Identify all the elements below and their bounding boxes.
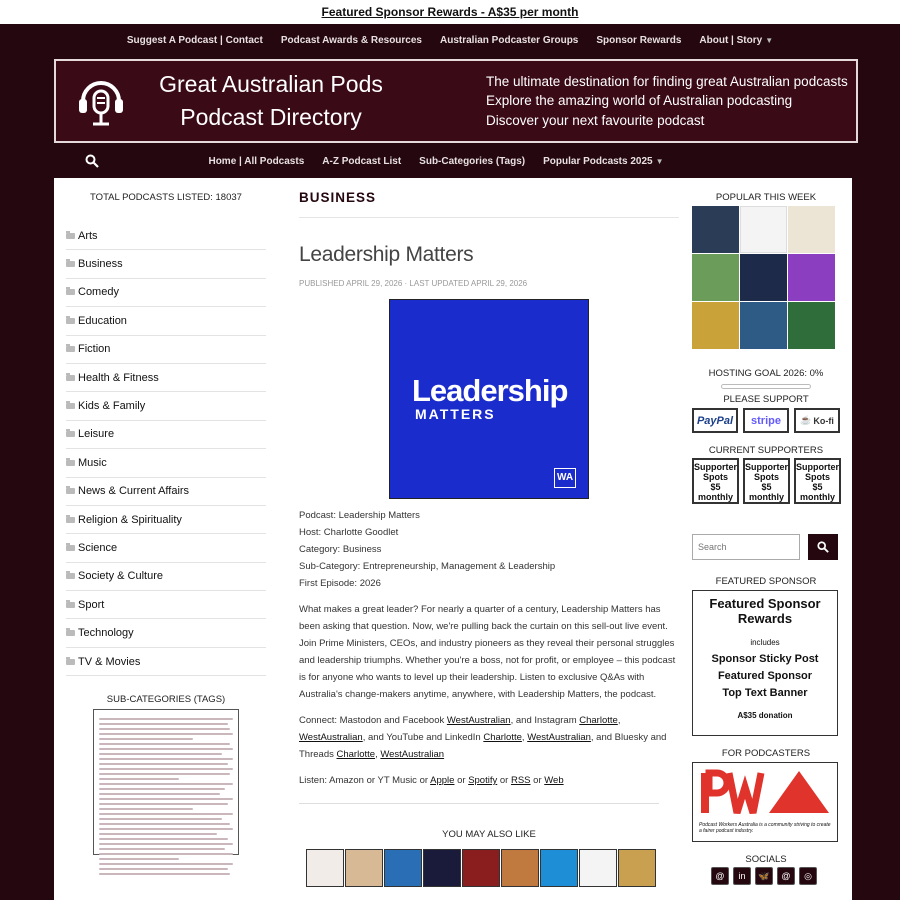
category-list xyxy=(66,222,266,676)
connect-text: , xyxy=(617,715,621,726)
socials-heading: SOCIALS xyxy=(745,854,787,865)
linkedin-icon[interactable]: in xyxy=(733,867,751,885)
category-label: Health & Fitness xyxy=(78,371,159,384)
subcategory-tag-line xyxy=(99,788,225,790)
spot-text: Supporter xyxy=(796,462,840,472)
stripe-button[interactable]: stripe xyxy=(743,408,789,433)
site-title-line2: Podcast Directory xyxy=(180,104,362,130)
spot-text: Supporter xyxy=(694,462,738,472)
chevron-down-icon: ▼ xyxy=(765,35,774,45)
popular-thumb[interactable] xyxy=(740,254,787,301)
kofi-label: Ko-fi xyxy=(813,415,834,426)
listen-links xyxy=(299,772,679,789)
related-podcast-thumb[interactable] xyxy=(579,849,617,887)
spot-text: Spots xyxy=(753,472,779,482)
category-label: Music xyxy=(78,456,107,469)
subcategory-tag-line xyxy=(99,828,233,830)
nav-sponsor-rewards[interactable]: Sponsor Rewards xyxy=(596,34,682,46)
subcategory-tag-line xyxy=(99,843,233,845)
main-content xyxy=(54,178,852,900)
related-podcast-thumb[interactable] xyxy=(501,849,539,887)
subcategory-tag-line xyxy=(99,728,230,730)
featured-sponsor-heading: FEATURED SPONSOR xyxy=(715,576,817,587)
tagline-1: The ultimate destination for finding great Australian podcasts xyxy=(486,73,848,89)
connect-text: , xyxy=(375,749,381,760)
related-podcasts xyxy=(306,849,679,887)
spot-text: $5 xyxy=(710,482,721,492)
spot-text: $5 xyxy=(812,482,823,492)
sidebar-category-technology[interactable] xyxy=(66,619,266,647)
subcategory-tag-line xyxy=(99,753,222,755)
linkedin-link-charlotte[interactable]: Charlotte xyxy=(483,732,522,743)
category-label: Comedy xyxy=(78,286,119,299)
subcategory-tag-line xyxy=(99,833,217,835)
listen-text: Listen: Amazon or YT Music or xyxy=(299,775,431,786)
threads-link-westaustralian[interactable]: WestAustralian xyxy=(380,749,445,760)
listen-text: or xyxy=(497,775,511,786)
subcategory-tag-line xyxy=(99,853,233,855)
popular-thumb[interactable] xyxy=(788,254,835,301)
for-podcasters-heading: FOR PODCASTERS xyxy=(721,748,811,759)
info-host: Host: Charlotte Goodlet xyxy=(299,527,399,538)
category-label: Arts xyxy=(78,229,98,242)
folder-icon xyxy=(66,517,75,523)
category-label: News & Current Affairs xyxy=(78,485,190,498)
folder-icon xyxy=(66,403,75,409)
chevron-down-icon: ▼ xyxy=(655,156,664,166)
subcategory-tag-line xyxy=(99,808,193,810)
popular-thumb[interactable] xyxy=(740,302,787,349)
sidebar-category-fiction[interactable] xyxy=(66,336,266,364)
category-label: Religion & Spirituality xyxy=(78,513,182,526)
post-meta: PUBLISHED APRIL 29, 2026 · LAST UPDATED APRIL 29, 2026 xyxy=(299,279,528,288)
subcategory-tag-line xyxy=(99,813,233,815)
related-podcast-thumb[interactable] xyxy=(618,849,656,887)
promo-link[interactable]: Featured Sponsor Rewards - A$35 per month xyxy=(321,5,579,19)
main-nav xyxy=(54,144,852,178)
paypal-button[interactable]: PayPal xyxy=(692,408,738,433)
subcategory-tag-line xyxy=(99,743,230,745)
subcategory-tag-line xyxy=(99,873,230,875)
category-label: TV & Movies xyxy=(78,655,141,668)
connect-text: , and Bluesky and Threads xyxy=(299,732,667,760)
threads-link-charlotte[interactable]: Charlotte xyxy=(336,749,376,760)
spot-text: $5 xyxy=(761,482,772,492)
sidebar-category-arts[interactable] xyxy=(66,222,266,250)
subcategory-tag-line xyxy=(99,798,233,800)
popular-thumb[interactable] xyxy=(692,206,739,253)
popular-grid xyxy=(692,206,837,349)
you-may-also-like-heading: YOU MAY ALSO LIKE xyxy=(442,829,536,840)
related-podcast-thumb[interactable] xyxy=(384,849,422,887)
sidebar-category-science[interactable] xyxy=(66,534,266,562)
fs-item: Top Text Banner xyxy=(722,687,808,699)
site-banner[interactable] xyxy=(54,59,858,143)
divider xyxy=(299,803,659,804)
popular-thumb[interactable] xyxy=(692,254,739,301)
left-sidebar xyxy=(66,178,266,855)
sidebar-category-sport[interactable] xyxy=(66,591,266,619)
fs-title: Featured Sponsor Rewards xyxy=(709,596,821,626)
hosting-goal: HOSTING GOAL 2026: 0% xyxy=(708,368,824,379)
nav-about-story[interactable] xyxy=(690,35,782,46)
category-label: Technology xyxy=(78,627,134,640)
subcategory-tag-line xyxy=(99,823,230,825)
post-content xyxy=(299,178,679,887)
category-label: Leisure xyxy=(78,428,115,441)
nav-suggest-contact[interactable]: Suggest A Podcast | Contact xyxy=(126,34,263,46)
related-podcast-thumb[interactable] xyxy=(345,849,383,887)
sidebar-category-health-fitness[interactable] xyxy=(66,364,266,392)
subcategory-tag-line xyxy=(99,723,228,725)
related-podcast-thumb[interactable] xyxy=(540,849,578,887)
listen-text: or xyxy=(530,775,545,786)
fs-price: A$35 donation xyxy=(737,711,793,720)
folder-icon xyxy=(66,375,75,381)
subcategory-tag-line xyxy=(99,858,179,860)
apple-link[interactable]: Apple xyxy=(430,775,455,786)
folder-icon xyxy=(66,488,75,494)
subcategory-tag-line xyxy=(99,848,225,850)
folder-icon xyxy=(66,233,75,239)
sidebar-category-news-current-affairs[interactable] xyxy=(66,478,266,506)
sidebar-search xyxy=(692,534,840,560)
subcategory-tag-line xyxy=(99,758,233,760)
info-subcategory: Sub-Category: Entrepreneurship, Management & Leadership xyxy=(299,561,556,572)
connect-text: , and YouTube and LinkedIn xyxy=(362,732,484,743)
category-label: Business xyxy=(78,258,123,271)
fs-item: Sponsor Sticky Post xyxy=(711,653,819,665)
subcategory-tag-line xyxy=(99,763,228,765)
fs-includes: includes xyxy=(750,638,780,647)
kofi-button[interactable] xyxy=(794,408,840,433)
folder-icon xyxy=(66,460,75,466)
sidebar-category-education[interactable] xyxy=(66,307,266,335)
subcategory-tag-line xyxy=(99,748,233,750)
category-label: Education xyxy=(78,314,127,327)
subcategory-tag-line xyxy=(99,778,179,780)
category-label: Sport xyxy=(78,598,105,611)
sidebar-category-music[interactable] xyxy=(66,449,266,477)
featured-sponsor-box[interactable] xyxy=(692,590,838,736)
connect-text: Connect: Mastodon and Facebook xyxy=(299,715,447,726)
folder-icon xyxy=(66,573,75,579)
web-link[interactable]: Web xyxy=(544,775,564,786)
nav-subcategories[interactable]: Sub-Categories (Tags) xyxy=(419,155,526,167)
supporter-spot[interactable] xyxy=(692,458,739,504)
instagram-link-charlotte[interactable]: Charlotte xyxy=(579,715,618,726)
top-nav xyxy=(0,24,900,56)
subcategories-heading: SUB-CATEGORIES (TAGS) xyxy=(106,694,226,706)
cover-title: Leadership xyxy=(412,373,568,408)
site-title-line1: Great Australian Pods xyxy=(159,71,383,97)
podcast-workers-australia-banner[interactable] xyxy=(692,762,838,842)
folder-icon xyxy=(66,602,75,608)
subcategory-tag-line xyxy=(99,838,228,840)
podcast-description: What makes a great leader? For nearly a quarter of a century, Leadership Matters has been asking that question. Now, we're pulling back the curtain on this sell-out live event. Join Prime Ministers, CEOs, and industry pioneers as they reveal their personal struggles and leadership triumphs. Whether you're a boss, not for profit, or employee – this podcast is for anyone who wants to level up their leadership. Listen to exclusive Q&As with Australia's change-makers anytime, anywhere, with Leadership Matters, the podcast. xyxy=(299,604,676,700)
folder-icon xyxy=(66,346,75,352)
spot-text: monthly xyxy=(800,492,835,502)
pwa-tagline: Podcast Workers Australia is a community striving to create a fairer podcast industry. xyxy=(699,822,831,834)
rss-link[interactable]: RSS xyxy=(510,775,531,786)
connect-text: , and Instagram xyxy=(510,715,580,726)
related-podcast-thumb[interactable] xyxy=(306,849,344,887)
tagline-2: Explore the amazing world of Australian podcasting xyxy=(486,93,793,109)
nav-awards-resources[interactable]: Podcast Awards & Resources xyxy=(280,34,422,46)
spot-text: monthly xyxy=(749,492,784,502)
subcategory-tag-line xyxy=(99,768,233,770)
folder-icon xyxy=(66,261,75,267)
listen-text: or xyxy=(454,775,469,786)
sidebar-category-religion-spirituality[interactable] xyxy=(66,506,266,534)
search-input[interactable] xyxy=(692,534,800,560)
pwa-logo-icon xyxy=(699,769,833,817)
category-label: Science xyxy=(78,541,118,554)
total-podcasts: TOTAL PODCASTS LISTED: 18037 xyxy=(90,192,242,203)
popular-thumb[interactable] xyxy=(788,206,835,253)
info-podcast: Podcast: Leadership Matters xyxy=(299,510,420,521)
hosting-progress-bar xyxy=(721,384,811,389)
social-icons xyxy=(711,867,840,885)
subcategories-tag-cloud[interactable] xyxy=(93,709,239,855)
spotify-link[interactable]: Spotify xyxy=(468,775,498,786)
cover-subtitle: MATTERS xyxy=(415,406,496,422)
sidebar-category-tv-movies[interactable] xyxy=(66,648,266,676)
connect-links xyxy=(299,712,679,763)
info-category: Category: Business xyxy=(299,544,382,555)
youtube-link-westaustralian[interactable]: WestAustralian xyxy=(527,732,591,743)
sidebar-category-leisure[interactable] xyxy=(66,421,266,449)
tagline-3: Discover your next favourite podcast xyxy=(486,112,705,128)
threads-icon[interactable]: @ xyxy=(777,867,795,885)
please-support-heading: PLEASE SUPPORT xyxy=(723,394,809,405)
support-buttons xyxy=(692,408,840,433)
subcategory-tag-line xyxy=(99,738,193,740)
category-label: Kids & Family xyxy=(78,400,146,413)
folder-icon xyxy=(66,545,75,551)
spot-text: Spots xyxy=(804,472,830,482)
current-supporters-heading: CURRENT SUPPORTERS xyxy=(708,445,824,456)
nav-home[interactable]: Home | All Podcasts xyxy=(208,155,305,167)
supporter-spots xyxy=(692,458,840,504)
podcast-info xyxy=(299,507,679,592)
subcategory-tag-line xyxy=(99,818,222,820)
nav-popular-2025[interactable] xyxy=(534,156,672,167)
sidebar-category-comedy[interactable] xyxy=(66,279,266,307)
subcategory-tag-line xyxy=(99,773,230,775)
folder-icon xyxy=(66,630,75,636)
kofi-cup-icon: ☕ xyxy=(800,415,812,425)
site-title xyxy=(126,68,416,134)
instagram-link-westaustralian[interactable]: WestAustralian xyxy=(299,732,363,743)
search-icon[interactable] xyxy=(54,154,130,168)
subcategory-tag-line xyxy=(99,793,220,795)
mastodon-icon[interactable]: @ xyxy=(711,867,729,885)
bluesky-icon[interactable]: 🦋 xyxy=(755,867,773,885)
folder-icon xyxy=(66,431,75,437)
post-title: Leadership Matters xyxy=(299,243,474,266)
folder-icon xyxy=(66,318,75,324)
subcategory-tag-line xyxy=(99,803,228,805)
related-podcast-thumb[interactable] xyxy=(462,849,500,887)
promo-bar xyxy=(0,0,900,24)
info-first-episode: First Episode: 2026 xyxy=(299,578,381,589)
fs-item: Featured Sponsor xyxy=(717,670,813,682)
subcategory-tag-line xyxy=(99,718,233,720)
connect-text: , xyxy=(521,732,528,743)
facebook-link[interactable]: WestAustralian xyxy=(446,715,511,726)
podcast-cover-image xyxy=(389,299,589,499)
subcategory-tag-line xyxy=(99,863,233,865)
category-label: Society & Culture xyxy=(78,570,163,583)
sidebar-category-kids-family[interactable] xyxy=(66,392,266,420)
spot-text: monthly xyxy=(698,492,733,502)
nav-popular-label: Popular Podcasts 2025 xyxy=(543,155,653,167)
subcategory-tag-line xyxy=(99,733,233,735)
sidebar-category-business[interactable] xyxy=(66,250,266,278)
popular-heading: POPULAR THIS WEEK xyxy=(715,192,817,203)
folder-icon xyxy=(66,289,75,295)
subcategory-tag-line xyxy=(99,868,228,870)
search-button[interactable] xyxy=(808,534,838,560)
nav-about-label: About | Story xyxy=(699,34,763,46)
site-tagline xyxy=(486,72,848,131)
instagram-icon[interactable]: ◎ xyxy=(799,867,817,885)
supporter-spot[interactable] xyxy=(794,458,841,504)
popular-thumb[interactable] xyxy=(788,302,835,349)
sidebar-category-society-culture[interactable] xyxy=(66,563,266,591)
folder-icon xyxy=(66,659,75,665)
search-icon xyxy=(817,541,829,553)
nav-az-list[interactable]: A-Z Podcast List xyxy=(322,155,402,167)
related-podcast-thumb[interactable] xyxy=(423,849,461,887)
spot-text: Supporter xyxy=(745,462,789,472)
section-heading: BUSINESS xyxy=(299,190,679,218)
right-sidebar xyxy=(692,178,840,885)
spot-text: Spots xyxy=(702,472,728,482)
west-australian-logo-icon: WA xyxy=(554,468,576,488)
subcategory-tag-line xyxy=(99,783,233,785)
popular-thumb[interactable] xyxy=(692,302,739,349)
supporter-spot[interactable] xyxy=(743,458,790,504)
popular-thumb[interactable] xyxy=(740,206,787,253)
nav-podcaster-groups[interactable]: Australian Podcaster Groups xyxy=(440,34,579,46)
category-label: Fiction xyxy=(78,343,111,356)
